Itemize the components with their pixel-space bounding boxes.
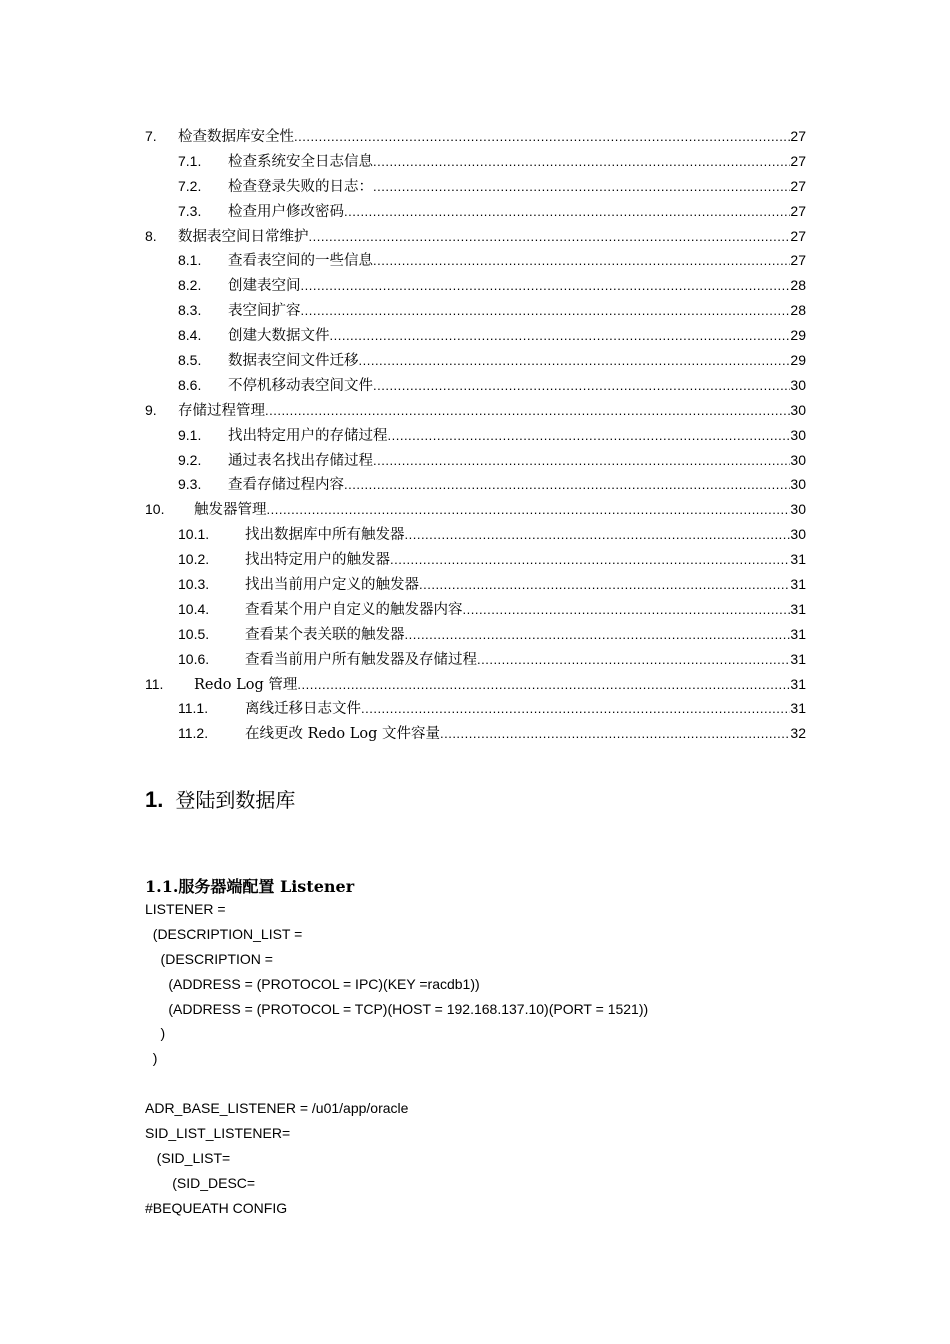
toc-entry-title: 通过表名找出存储过程 xyxy=(228,452,373,469)
toc-entry-title: 触发器管理 xyxy=(194,502,267,519)
toc-entry[interactable] xyxy=(145,299,806,324)
toc-entry-page-number: 31 xyxy=(790,551,806,568)
toc-entry-page-number: 27 xyxy=(790,227,806,244)
toc-entry-title: 找出特定用户的触发器 xyxy=(245,552,390,569)
toc-entry-title: 数据表空间日常维护 xyxy=(178,228,309,245)
toc-dot-leader xyxy=(294,129,790,144)
toc-dot-leader xyxy=(359,353,791,368)
toc-dot-leader xyxy=(405,627,791,642)
toc-entry-number: 8.4. xyxy=(178,327,202,344)
toc-entry-title: 检查登录失败的日志： xyxy=(228,178,373,195)
toc-entry-number: 7.3. xyxy=(178,202,202,219)
toc-dot-leader xyxy=(373,253,790,268)
section-number: 1. xyxy=(145,787,164,812)
toc-entry-number: 8.5. xyxy=(178,352,202,369)
toc-dot-leader xyxy=(301,303,791,318)
toc-dot-leader xyxy=(265,403,790,418)
toc-entry-title: 检查系统安全日志信息 xyxy=(228,153,373,170)
toc-entry-title: 检查数据库安全性 xyxy=(178,129,294,145)
toc-entry-title: 不停机移动表空间文件 xyxy=(228,377,373,394)
toc-entry-title: 找出特定用户的存储过程 xyxy=(228,427,388,444)
toc-dot-leader xyxy=(309,229,791,244)
toc-entry-page-number: 31 xyxy=(790,600,806,617)
toc-entry-page-number: 27 xyxy=(790,177,806,194)
toc-entry-page-number: 32 xyxy=(790,725,806,742)
toc-entry[interactable] xyxy=(145,722,806,747)
toc-entry-title: 在线更改 Redo Log 文件容量 xyxy=(245,726,440,743)
toc-entry-title: 查看某个表关联的触发器 xyxy=(245,626,405,643)
subsection-heading: 1.1.服务器端配置 Listener xyxy=(145,877,355,896)
toc-entry-number: 8.6. xyxy=(178,376,202,393)
toc-entry-title: 离线迁移日志文件 xyxy=(245,701,361,718)
config-code-block xyxy=(145,897,648,1221)
toc-entry-title: 找出当前用户定义的触发器 xyxy=(245,577,419,594)
toc-entry-page-number: 27 xyxy=(790,252,806,269)
toc-dot-leader xyxy=(373,154,790,169)
toc-entry-number: 10.2. xyxy=(178,551,210,568)
toc-entry[interactable] xyxy=(145,648,806,673)
toc-entry-number: 11.1. xyxy=(178,700,209,717)
toc-entry-page-number: 29 xyxy=(790,352,806,369)
toc-entry-title: 找出数据库中所有触发器 xyxy=(245,527,405,544)
toc-entry[interactable] xyxy=(145,623,806,648)
code-line: #BEQUEATH CONFIG xyxy=(145,1199,288,1216)
code-line: (SID_DESC= xyxy=(145,1174,256,1191)
toc-dot-leader xyxy=(388,428,791,443)
toc-entry-title: 创建表空间 xyxy=(228,278,301,295)
toc-entry-number: 10.4. xyxy=(178,600,210,617)
toc-entry-number: 7. xyxy=(145,128,157,144)
toc-entry-number: 7.1. xyxy=(178,152,202,169)
toc-entry-number: 10. xyxy=(145,501,165,518)
toc-entry-page-number: 30 xyxy=(790,401,806,418)
toc-entry-number: 10.1. xyxy=(178,526,210,543)
toc-dot-leader xyxy=(301,278,791,293)
toc-entry[interactable] xyxy=(145,673,806,698)
toc-entry[interactable] xyxy=(145,498,806,523)
toc-entry-page-number: 31 xyxy=(790,700,806,717)
toc-entry-page-number: 30 xyxy=(790,476,806,493)
toc-entry[interactable] xyxy=(145,249,806,274)
toc-dot-leader xyxy=(297,677,790,692)
toc-entry-page-number: 31 xyxy=(790,650,806,667)
toc-entry-number: 10.5. xyxy=(178,625,210,642)
toc-dot-leader xyxy=(440,726,790,741)
toc-entry[interactable] xyxy=(145,598,806,623)
toc-entry-page-number: 31 xyxy=(790,625,806,642)
toc-entry[interactable] xyxy=(145,449,806,474)
toc-entry[interactable] xyxy=(145,274,806,299)
toc-dot-leader xyxy=(463,602,791,617)
toc-entry-page-number: 29 xyxy=(790,327,806,344)
toc-dot-leader xyxy=(390,552,790,567)
toc-entry-number: 10.6. xyxy=(178,650,210,667)
toc-entry[interactable] xyxy=(145,473,806,498)
toc-entry-title: 查看表空间的一些信息 xyxy=(228,253,373,270)
toc-entry-page-number: 30 xyxy=(790,426,806,443)
toc-entry-number: 8.3. xyxy=(178,302,202,319)
toc-dot-leader xyxy=(267,502,791,517)
toc-entry-number: 9.1. xyxy=(178,426,202,443)
toc-entry-page-number: 30 xyxy=(790,451,806,468)
toc-entry[interactable] xyxy=(145,225,806,250)
toc-dot-leader xyxy=(405,527,791,542)
toc-dot-leader xyxy=(361,701,790,716)
toc-entry-number: 7.2. xyxy=(178,177,202,194)
toc-entry-number: 11. xyxy=(145,675,164,692)
toc-entry-page-number: 30 xyxy=(790,526,806,543)
toc-entry-number: 8.2. xyxy=(178,277,202,294)
toc-entry-title: 创建大数据文件 xyxy=(228,328,330,345)
toc-entry-title: 查看某个用户自定义的触发器内容 xyxy=(245,601,463,618)
code-line xyxy=(145,1071,648,1096)
toc-entry[interactable] xyxy=(145,200,806,225)
toc-dot-leader xyxy=(373,378,790,393)
toc-entry-number: 10.3. xyxy=(178,576,210,593)
toc-entry-title: 存储过程管理 xyxy=(178,402,265,419)
toc-entry[interactable] xyxy=(145,697,806,722)
toc-entry[interactable] xyxy=(145,573,806,598)
toc-entry[interactable] xyxy=(145,424,806,449)
toc-entry-title: 数据表空间文件迁移 xyxy=(228,353,359,370)
toc-entry-page-number: 31 xyxy=(790,576,806,593)
code-line: (ADDRESS = (PROTOCOL = TCP)(HOST = 192.168.137.10)(PORT = 1521)) xyxy=(145,1000,649,1017)
toc-entry-page-number: 27 xyxy=(790,202,806,219)
toc-dot-leader xyxy=(419,577,790,592)
code-line: (ADDRESS = (PROTOCOL = IPC)(KEY =racdb1)) xyxy=(145,975,480,992)
toc-entry[interactable] xyxy=(145,125,806,150)
toc-entry-number: 9. xyxy=(145,401,157,418)
code-line: (DESCRIPTION_LIST = xyxy=(145,925,303,942)
toc-dot-leader xyxy=(344,477,790,492)
code-line: SID_LIST_LISTENER= xyxy=(145,1125,291,1142)
code-line: (DESCRIPTION = xyxy=(145,950,273,967)
toc-dot-leader xyxy=(330,328,791,343)
toc-entry[interactable] xyxy=(145,374,806,399)
code-line: LISTENER = xyxy=(145,901,226,917)
toc-entry-page-number: 30 xyxy=(790,376,806,393)
toc-entry-title: Redo Log 管理 xyxy=(194,676,298,693)
toc-entry-title: 检查用户修改密码 xyxy=(228,203,344,220)
section-title: 登陆到数据库 xyxy=(175,788,296,812)
toc-entry-page-number: 31 xyxy=(790,675,806,692)
toc-entry-page-number: 28 xyxy=(790,277,806,294)
section-heading-1 xyxy=(145,784,295,813)
toc-entry-number: 11.2. xyxy=(178,725,209,742)
code-line: (SID_LIST= xyxy=(145,1149,231,1166)
toc-entry[interactable] xyxy=(145,548,806,573)
toc-entry[interactable] xyxy=(145,150,806,175)
toc-dot-leader xyxy=(373,453,790,468)
code-line: ) xyxy=(145,1050,158,1067)
toc-entry-number: 9.2. xyxy=(178,451,202,468)
toc-entry-page-number: 30 xyxy=(790,501,806,518)
toc-entry-page-number: 27 xyxy=(790,152,806,169)
toc-dot-leader xyxy=(373,179,790,194)
toc-entry-title: 表空间扩容 xyxy=(228,303,301,320)
toc-dot-leader xyxy=(344,204,790,219)
toc-entry-page-number: 27 xyxy=(790,128,806,144)
toc-entry-number: 8.1. xyxy=(178,252,202,269)
toc-entry[interactable] xyxy=(145,399,806,424)
toc-dot-leader xyxy=(477,652,790,667)
toc-entry-title: 查看当前用户所有触发器及存储过程 xyxy=(245,651,477,668)
code-line: ADR_BASE_LISTENER = /u01/app/oracle xyxy=(145,1100,409,1117)
toc-entry-number: 8. xyxy=(145,227,157,244)
toc-entry-title: 查看存储过程内容 xyxy=(228,477,344,494)
code-line: ) xyxy=(145,1025,166,1042)
toc-entry[interactable] xyxy=(145,349,806,374)
toc-entry[interactable] xyxy=(145,175,806,200)
toc-entry[interactable] xyxy=(145,523,806,548)
toc-entry-number: 9.3. xyxy=(178,476,202,493)
table-of-contents xyxy=(145,125,806,747)
toc-entry-page-number: 28 xyxy=(790,302,806,319)
toc-entry[interactable] xyxy=(145,324,806,349)
